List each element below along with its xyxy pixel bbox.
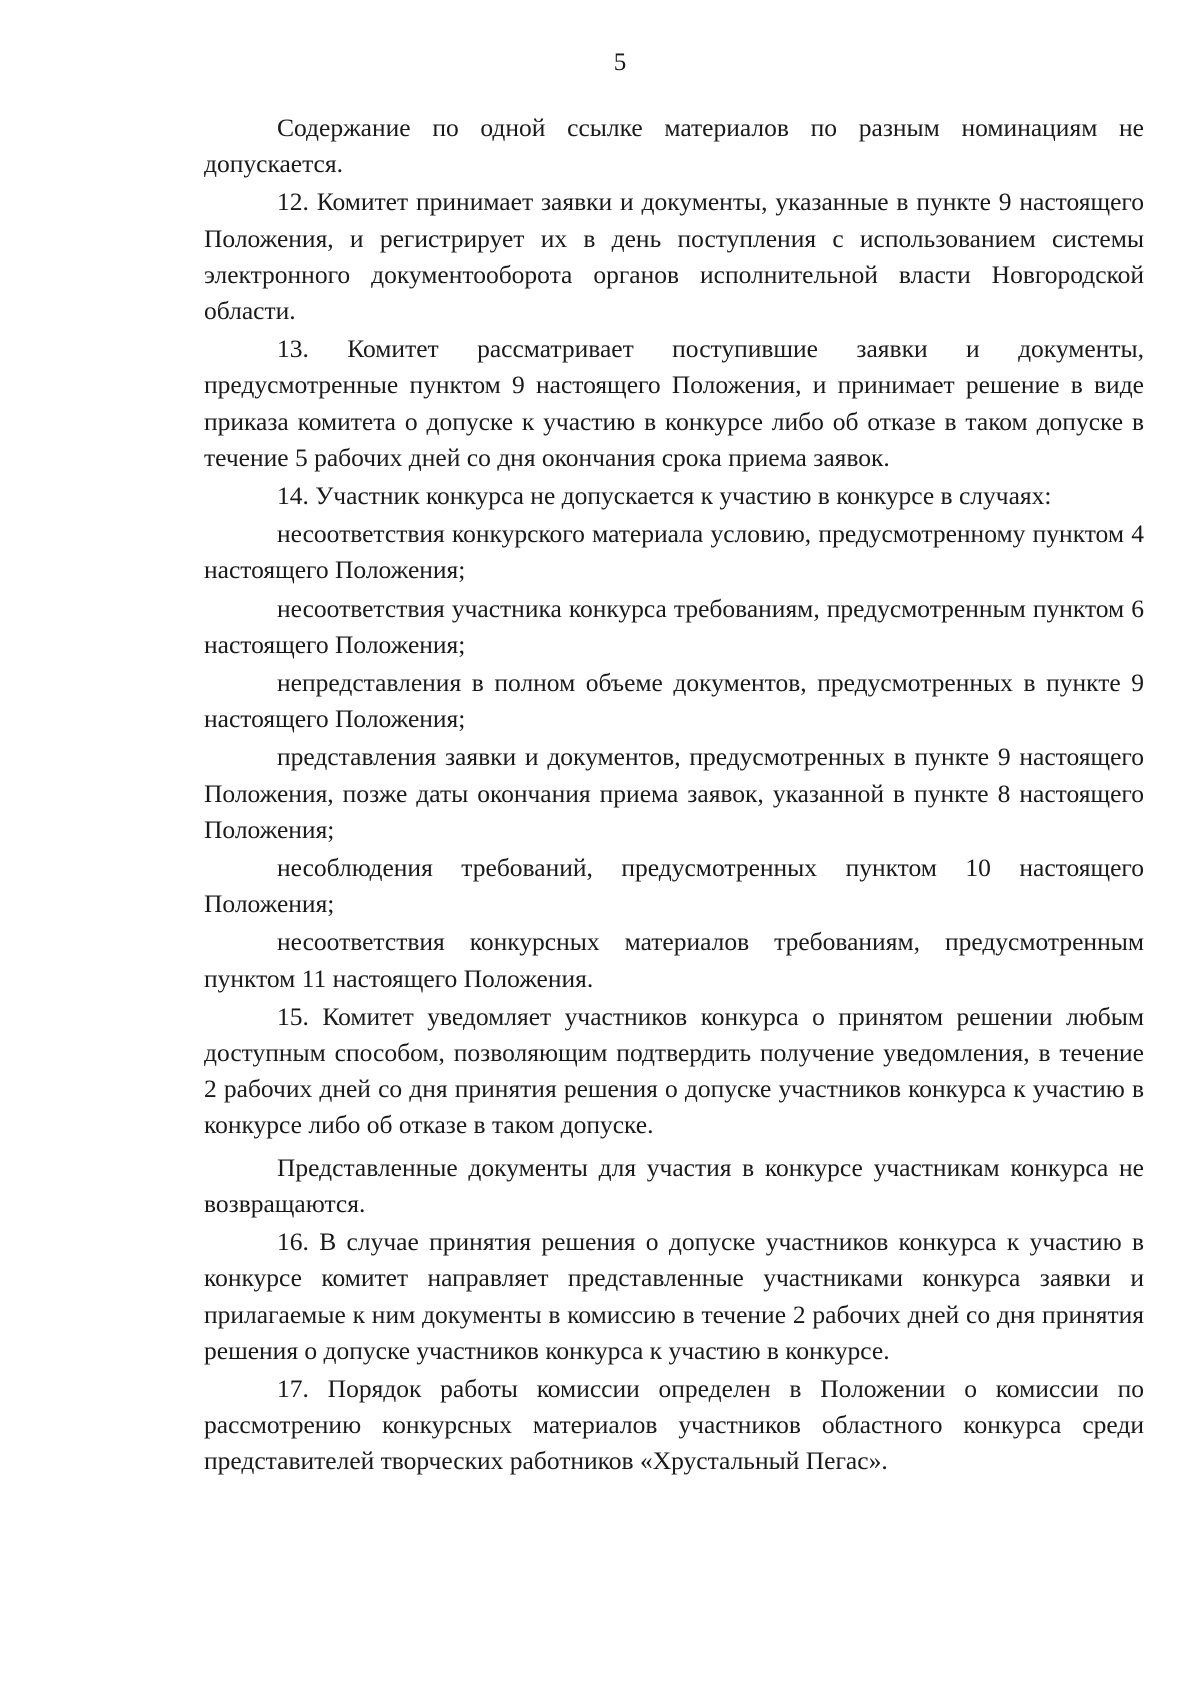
paragraph-case-requirements-point-10: несоблюдения требований, предусмотренных пунктом 10 настоящего Положения; — [204, 853, 1144, 919]
paragraph-case-late-submission: представления заявки и документов, предусмотренных в пункте 9 настоящего Положения, позже даты окончания приема заявок, указанной в пункте 8 настоящего Положения; — [204, 742, 1144, 844]
paragraph-case-material-condition: несоответствия конкурского материала условию, предусмотренному пунктом 4 настоящего Положения; — [204, 519, 1144, 585]
paragraph-item-16: 16. В случае принятия решения о допуске участников конкурса к участию в конкурсе комитет направляет представленные участниками конкурса заявки и прилагаемые к ним документы в комиссию в течение 2 рабочих дней со дня принятия решения о допуске участников конкурса к участию в конкурсе. — [204, 1227, 1144, 1365]
paragraph-item-17: 17. Порядок работы комиссии определен в Положении о комиссии по рассмотрению конкурсных материалов участников областного конкурса среди представителей творческих работников «Хрустальный Пегас». — [204, 1373, 1144, 1476]
paragraph-item-15: 15. Комитет уведомляет участников конкурса о принятом решении любым доступным способом, позволяющим подтвердить получение уведомления, в течение 2 рабочих дней со дня принятия решения о допуске участников конкурса к участию в конкурсе либо об отказе в таком допуске. — [204, 1001, 1144, 1140]
paragraph-item-12: 12. Комитет принимает заявки и документы, указанные в пункте 9 настоящего Положения, и регистрирует их в день поступления с использованием системы электронного документооборота органов исполнительной власти Новгородской области. — [204, 187, 1144, 326]
paragraph-case-missing-documents: непредставления в полном объеме документов, предусмотренных в пункте 9 настоящего Положения; — [204, 668, 1144, 734]
document-body — [204, 110, 1144, 1482]
paragraph-link-content: Содержание по одной ссылке материалов по разным номинациям не допускается. — [204, 113, 1144, 179]
paragraph-item-13: 13. Комитет рассматривает поступившие заявки и документы, предусмотренные пунктом 9 настоящего Положения, и принимает решение в виде приказа комитета о допуске к участию в конкурсе либо об отказе в таком допуске в течение 5 рабочих дней со дня окончания срока приема заявок. — [204, 334, 1144, 472]
paragraph-case-participant-requirements: несоответствия участника конкурса требованиям, предусмотренным пунктом 6 настоящего Положения; — [204, 593, 1144, 659]
paragraph-item-14: 14. Участник конкурса не допускается к участию в конкурсе в случаях: — [277, 481, 1052, 511]
page-number: 5 — [613, 49, 627, 76]
paragraph-documents-not-returned: Представленные документы для участия в конкурсе участникам конкурса не возвращаются. — [204, 1152, 1144, 1218]
paragraph-case-requirements-point-11: несоответствия конкурсных материалов требованиям, предусмотренным пунктом 11 настоящего Положения. — [204, 927, 1144, 993]
